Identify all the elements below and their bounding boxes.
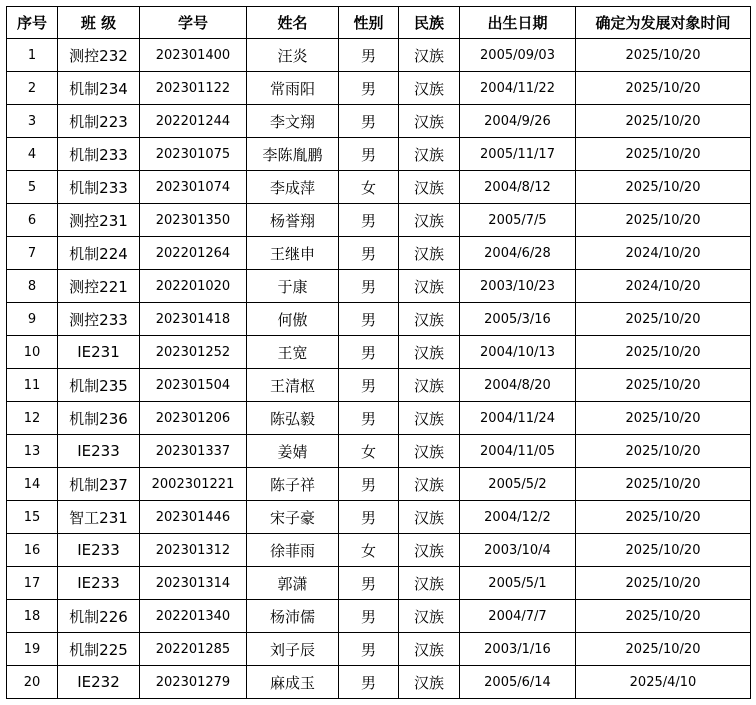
header-birth-date: 出生日期 bbox=[460, 7, 576, 39]
table-row bbox=[7, 171, 751, 204]
cell-birth-date: 2004/11/05 bbox=[460, 435, 576, 468]
cell-class: 机制226 bbox=[58, 600, 140, 633]
cell-confirmed-date: 2025/10/20 bbox=[576, 138, 751, 171]
table-row bbox=[7, 435, 751, 468]
table-row bbox=[7, 204, 751, 237]
header-class: 班 级 bbox=[58, 7, 140, 39]
cell-confirmed-date: 2025/4/10 bbox=[576, 666, 751, 699]
cell-confirmed-date: 2025/10/20 bbox=[576, 72, 751, 105]
cell-birth-date: 2004/8/20 bbox=[460, 369, 576, 402]
cell-class: 机制237 bbox=[58, 468, 140, 501]
cell-name: 陈子祥 bbox=[247, 468, 339, 501]
cell-gender: 女 bbox=[339, 534, 399, 567]
cell-gender: 男 bbox=[339, 138, 399, 171]
table-row bbox=[7, 303, 751, 336]
cell-gender: 男 bbox=[339, 501, 399, 534]
cell-index: 17 bbox=[7, 567, 58, 600]
cell-student-id: 202301122 bbox=[140, 72, 247, 105]
table-row bbox=[7, 501, 751, 534]
header-student-id: 学号 bbox=[140, 7, 247, 39]
cell-index: 9 bbox=[7, 303, 58, 336]
cell-confirmed-date: 2025/10/20 bbox=[576, 171, 751, 204]
cell-confirmed-date: 2025/10/20 bbox=[576, 303, 751, 336]
cell-name: 王宽 bbox=[247, 336, 339, 369]
cell-birth-date: 2005/3/16 bbox=[460, 303, 576, 336]
table-row bbox=[7, 72, 751, 105]
table-body bbox=[7, 39, 751, 699]
cell-student-id: 202301337 bbox=[140, 435, 247, 468]
table-row bbox=[7, 402, 751, 435]
cell-birth-date: 2004/10/13 bbox=[460, 336, 576, 369]
table-row bbox=[7, 336, 751, 369]
cell-index: 13 bbox=[7, 435, 58, 468]
cell-name: 李成萍 bbox=[247, 171, 339, 204]
cell-student-id: 202301504 bbox=[140, 369, 247, 402]
cell-class: 机制234 bbox=[58, 72, 140, 105]
cell-gender: 男 bbox=[339, 270, 399, 303]
cell-confirmed-date: 2025/10/20 bbox=[576, 567, 751, 600]
cell-name: 汪炎 bbox=[247, 39, 339, 72]
cell-student-id: 202301350 bbox=[140, 204, 247, 237]
cell-index: 6 bbox=[7, 204, 58, 237]
cell-birth-date: 2005/5/2 bbox=[460, 468, 576, 501]
cell-name: 郭潇 bbox=[247, 567, 339, 600]
cell-class: IE233 bbox=[58, 435, 140, 468]
cell-student-id: 202301206 bbox=[140, 402, 247, 435]
cell-birth-date: 2005/11/17 bbox=[460, 138, 576, 171]
cell-student-id: 202301312 bbox=[140, 534, 247, 567]
table-row bbox=[7, 369, 751, 402]
cell-confirmed-date: 2025/10/20 bbox=[576, 402, 751, 435]
cell-confirmed-date: 2025/10/20 bbox=[576, 39, 751, 72]
cell-gender: 男 bbox=[339, 303, 399, 336]
cell-class: 测控233 bbox=[58, 303, 140, 336]
cell-confirmed-date: 2025/10/20 bbox=[576, 534, 751, 567]
cell-class: 测控221 bbox=[58, 270, 140, 303]
header-confirmed-date: 确定为发展对象时间 bbox=[576, 7, 751, 39]
cell-class: 机制224 bbox=[58, 237, 140, 270]
cell-ethnicity: 汉族 bbox=[399, 666, 460, 699]
header-gender: 性别 bbox=[339, 7, 399, 39]
cell-class: 测控231 bbox=[58, 204, 140, 237]
cell-ethnicity: 汉族 bbox=[399, 237, 460, 270]
cell-ethnicity: 汉族 bbox=[399, 105, 460, 138]
cell-confirmed-date: 2025/10/20 bbox=[576, 204, 751, 237]
table-row bbox=[7, 468, 751, 501]
cell-gender: 男 bbox=[339, 600, 399, 633]
cell-confirmed-date: 2025/10/20 bbox=[576, 435, 751, 468]
cell-name: 于康 bbox=[247, 270, 339, 303]
cell-birth-date: 2005/5/1 bbox=[460, 567, 576, 600]
cell-birth-date: 2004/8/12 bbox=[460, 171, 576, 204]
cell-index: 16 bbox=[7, 534, 58, 567]
cell-index: 1 bbox=[7, 39, 58, 72]
cell-ethnicity: 汉族 bbox=[399, 369, 460, 402]
cell-name: 何傲 bbox=[247, 303, 339, 336]
cell-birth-date: 2004/11/24 bbox=[460, 402, 576, 435]
cell-confirmed-date: 2025/10/20 bbox=[576, 600, 751, 633]
cell-gender: 男 bbox=[339, 468, 399, 501]
cell-birth-date: 2004/12/2 bbox=[460, 501, 576, 534]
cell-index: 14 bbox=[7, 468, 58, 501]
cell-name: 麻成玉 bbox=[247, 666, 339, 699]
cell-ethnicity: 汉族 bbox=[399, 501, 460, 534]
cell-name: 杨誉翔 bbox=[247, 204, 339, 237]
header-ethnicity: 民族 bbox=[399, 7, 460, 39]
table-row bbox=[7, 138, 751, 171]
cell-gender: 男 bbox=[339, 567, 399, 600]
cell-ethnicity: 汉族 bbox=[399, 402, 460, 435]
cell-class: 智工231 bbox=[58, 501, 140, 534]
cell-student-id: 202201020 bbox=[140, 270, 247, 303]
cell-index: 10 bbox=[7, 336, 58, 369]
cell-class: IE233 bbox=[58, 567, 140, 600]
cell-gender: 男 bbox=[339, 204, 399, 237]
cell-gender: 男 bbox=[339, 237, 399, 270]
cell-class: 机制223 bbox=[58, 105, 140, 138]
cell-gender: 男 bbox=[339, 369, 399, 402]
cell-name: 李文翔 bbox=[247, 105, 339, 138]
cell-name: 王清枢 bbox=[247, 369, 339, 402]
cell-confirmed-date: 2025/10/20 bbox=[576, 633, 751, 666]
cell-confirmed-date: 2025/10/20 bbox=[576, 501, 751, 534]
cell-class: IE232 bbox=[58, 666, 140, 699]
cell-index: 2 bbox=[7, 72, 58, 105]
cell-ethnicity: 汉族 bbox=[399, 468, 460, 501]
cell-ethnicity: 汉族 bbox=[399, 633, 460, 666]
cell-class: 机制235 bbox=[58, 369, 140, 402]
cell-student-id: 202301074 bbox=[140, 171, 247, 204]
cell-index: 8 bbox=[7, 270, 58, 303]
cell-ethnicity: 汉族 bbox=[399, 435, 460, 468]
cell-class: 机制233 bbox=[58, 138, 140, 171]
cell-index: 4 bbox=[7, 138, 58, 171]
cell-index: 20 bbox=[7, 666, 58, 699]
cell-confirmed-date: 2024/10/20 bbox=[576, 237, 751, 270]
development-candidates-table bbox=[6, 6, 751, 699]
header-row bbox=[7, 7, 751, 39]
table-row bbox=[7, 237, 751, 270]
cell-birth-date: 2003/10/23 bbox=[460, 270, 576, 303]
cell-class: IE231 bbox=[58, 336, 140, 369]
cell-gender: 男 bbox=[339, 402, 399, 435]
cell-ethnicity: 汉族 bbox=[399, 270, 460, 303]
cell-gender: 男 bbox=[339, 72, 399, 105]
cell-birth-date: 2004/11/22 bbox=[460, 72, 576, 105]
cell-class: 机制236 bbox=[58, 402, 140, 435]
cell-class: 机制233 bbox=[58, 171, 140, 204]
cell-ethnicity: 汉族 bbox=[399, 72, 460, 105]
cell-class: 测控232 bbox=[58, 39, 140, 72]
cell-name: 陈弘毅 bbox=[247, 402, 339, 435]
cell-ethnicity: 汉族 bbox=[399, 204, 460, 237]
cell-birth-date: 2005/09/03 bbox=[460, 39, 576, 72]
cell-student-id: 202301314 bbox=[140, 567, 247, 600]
cell-student-id: 202301400 bbox=[140, 39, 247, 72]
cell-name: 姜婧 bbox=[247, 435, 339, 468]
cell-index: 11 bbox=[7, 369, 58, 402]
cell-ethnicity: 汉族 bbox=[399, 171, 460, 204]
cell-ethnicity: 汉族 bbox=[399, 303, 460, 336]
table-row bbox=[7, 105, 751, 138]
cell-gender: 男 bbox=[339, 105, 399, 138]
cell-birth-date: 2004/9/26 bbox=[460, 105, 576, 138]
cell-ethnicity: 汉族 bbox=[399, 336, 460, 369]
cell-index: 12 bbox=[7, 402, 58, 435]
cell-student-id: 202201340 bbox=[140, 600, 247, 633]
cell-confirmed-date: 2025/10/20 bbox=[576, 369, 751, 402]
table-row bbox=[7, 600, 751, 633]
cell-name: 宋子豪 bbox=[247, 501, 339, 534]
cell-birth-date: 2004/6/28 bbox=[460, 237, 576, 270]
cell-name: 刘子辰 bbox=[247, 633, 339, 666]
cell-confirmed-date: 2025/10/20 bbox=[576, 468, 751, 501]
cell-name: 常雨阳 bbox=[247, 72, 339, 105]
cell-student-id: 202301075 bbox=[140, 138, 247, 171]
table-row bbox=[7, 534, 751, 567]
table-row bbox=[7, 666, 751, 699]
cell-ethnicity: 汉族 bbox=[399, 138, 460, 171]
cell-name: 王继申 bbox=[247, 237, 339, 270]
cell-birth-date: 2005/7/5 bbox=[460, 204, 576, 237]
cell-index: 18 bbox=[7, 600, 58, 633]
cell-birth-date: 2003/10/4 bbox=[460, 534, 576, 567]
table-row bbox=[7, 567, 751, 600]
header-index: 序号 bbox=[7, 7, 58, 39]
cell-name: 李陈胤鹏 bbox=[247, 138, 339, 171]
cell-student-id: 2002301221 bbox=[140, 468, 247, 501]
cell-student-id: 202301279 bbox=[140, 666, 247, 699]
cell-index: 3 bbox=[7, 105, 58, 138]
cell-gender: 男 bbox=[339, 336, 399, 369]
cell-class: IE233 bbox=[58, 534, 140, 567]
cell-gender: 女 bbox=[339, 171, 399, 204]
cell-birth-date: 2003/1/16 bbox=[460, 633, 576, 666]
cell-student-id: 202301418 bbox=[140, 303, 247, 336]
cell-ethnicity: 汉族 bbox=[399, 534, 460, 567]
cell-index: 15 bbox=[7, 501, 58, 534]
cell-ethnicity: 汉族 bbox=[399, 567, 460, 600]
cell-birth-date: 2005/6/14 bbox=[460, 666, 576, 699]
cell-confirmed-date: 2025/10/20 bbox=[576, 105, 751, 138]
cell-gender: 男 bbox=[339, 39, 399, 72]
cell-student-id: 202301252 bbox=[140, 336, 247, 369]
cell-student-id: 202301446 bbox=[140, 501, 247, 534]
cell-student-id: 202201285 bbox=[140, 633, 247, 666]
header-name: 姓名 bbox=[247, 7, 339, 39]
cell-name: 杨沛儒 bbox=[247, 600, 339, 633]
cell-student-id: 202201244 bbox=[140, 105, 247, 138]
cell-class: 机制225 bbox=[58, 633, 140, 666]
cell-gender: 男 bbox=[339, 666, 399, 699]
table-row bbox=[7, 633, 751, 666]
cell-confirmed-date: 2025/10/20 bbox=[576, 336, 751, 369]
cell-confirmed-date: 2024/10/20 bbox=[576, 270, 751, 303]
cell-index: 19 bbox=[7, 633, 58, 666]
cell-gender: 男 bbox=[339, 633, 399, 666]
cell-name: 徐菲雨 bbox=[247, 534, 339, 567]
cell-ethnicity: 汉族 bbox=[399, 39, 460, 72]
table-row bbox=[7, 39, 751, 72]
table-row bbox=[7, 270, 751, 303]
cell-index: 5 bbox=[7, 171, 58, 204]
cell-ethnicity: 汉族 bbox=[399, 600, 460, 633]
cell-index: 7 bbox=[7, 237, 58, 270]
cell-gender: 女 bbox=[339, 435, 399, 468]
cell-birth-date: 2004/7/7 bbox=[460, 600, 576, 633]
cell-student-id: 202201264 bbox=[140, 237, 247, 270]
